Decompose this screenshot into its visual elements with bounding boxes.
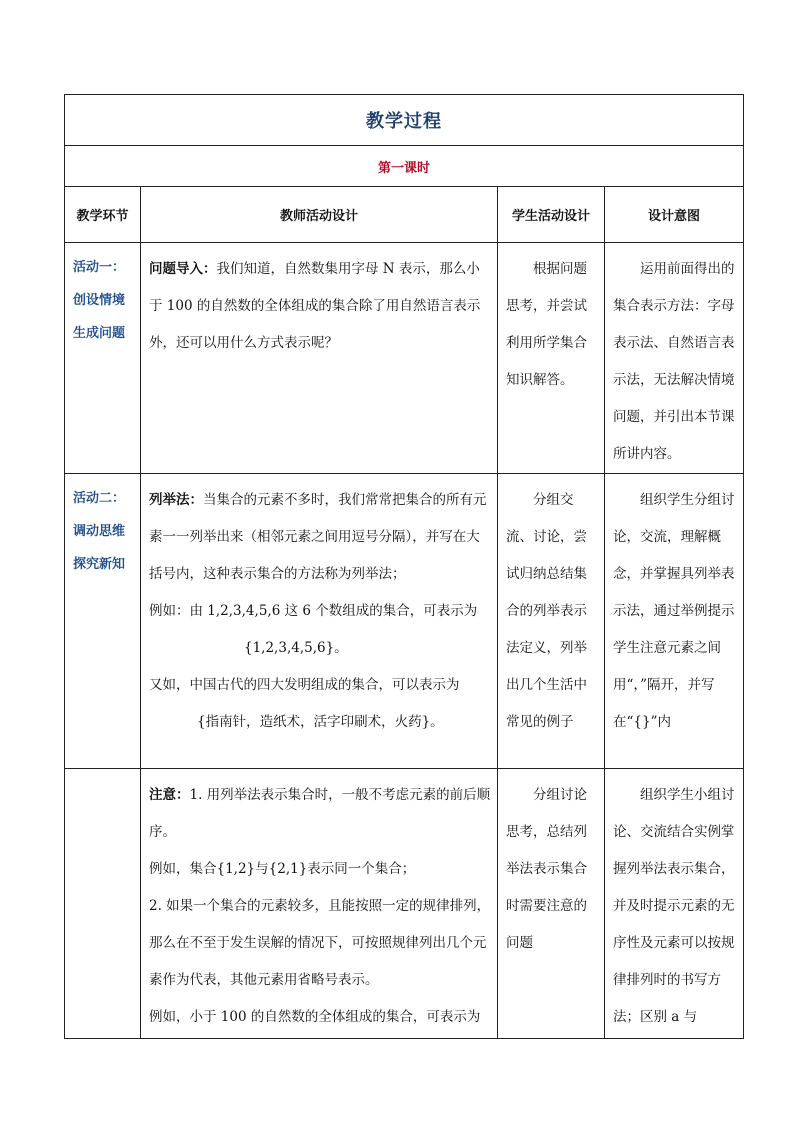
teacher-label: 列举法： bbox=[149, 492, 203, 508]
note-text: 2. 如果一个集合的元素较多，且能按照一定的规律排列，那么在不至于发生误解的情况下，可按照规律列出几个元素作为代表，其他元素用省略号表示。 bbox=[149, 898, 491, 988]
table-row bbox=[65, 243, 744, 474]
header-intent-label: 设计意图 bbox=[647, 209, 700, 224]
header-stage-label: 教学环节 bbox=[76, 209, 129, 224]
stage-line: 创设情境 bbox=[73, 293, 126, 308]
intent-cell bbox=[605, 243, 744, 474]
intent-cell bbox=[605, 474, 744, 769]
example-text: 例如，小于 100 的自然数的全体组成的集合，可表示为 bbox=[149, 1009, 481, 1025]
table-row bbox=[65, 474, 744, 769]
stage-cell bbox=[65, 243, 141, 474]
example-text: 例如，集合{1,2}与{2,1}表示同一个集合； bbox=[149, 861, 416, 877]
teacher-text: 当集合的元素不多时，我们常常把集合的所有元素一一列举出来（相邻元素之间用逗号分隔），并写在大括号内，这种表示集合的方法称为列举法； bbox=[149, 492, 487, 582]
stage-line: 探究新知 bbox=[73, 557, 126, 572]
subtitle-cell bbox=[65, 146, 744, 187]
teacher-label: 问题导入： bbox=[149, 261, 217, 277]
header-student bbox=[498, 187, 605, 243]
note-text: 1. 用列举法表示集合时，一般不考虑元素的前后顺序。 bbox=[149, 787, 491, 840]
header-teacher bbox=[141, 187, 498, 243]
intent-text: 组织学生小组讨论、交流结合实例掌握列举法表示集合，并及时提示元素的无序性及元素可以按规律排列时的书写方法；区别 a 与 bbox=[613, 787, 735, 1025]
student-text: 分组讨论思考，总结列举法表示集合时需要注意的问题 bbox=[506, 787, 587, 951]
teacher-cell bbox=[141, 769, 498, 1039]
example-set: {指南针，造纸术，活字印刷术，火药}。 bbox=[197, 714, 444, 730]
header-intent bbox=[605, 187, 744, 243]
page-title: 教学过程 bbox=[366, 111, 442, 132]
student-cell bbox=[498, 769, 605, 1039]
student-text: 分组交流、讨论，尝试归纳总结集合的列举表示法定义，列举出几个生活中常见的例子 bbox=[506, 492, 587, 730]
stage-cell bbox=[65, 769, 141, 1039]
title-cell bbox=[65, 95, 744, 146]
header-teacher-label: 教师活动设计 bbox=[279, 209, 358, 224]
example-text: 例如：由 1,2,3,4,5,6 这 6 个数组成的集合，可表示为 bbox=[149, 603, 478, 619]
stage-line: 活动二： bbox=[73, 491, 126, 506]
teacher-text: 我们知道，自然数集用字母 N 表示，那么小于 100 的自然数的全体组成的集合除了用自然语言表示外，还可以用什么方式表示呢？ bbox=[149, 261, 481, 351]
header-stage bbox=[65, 187, 141, 243]
teacher-cell bbox=[141, 474, 498, 769]
stage-line: 生成问题 bbox=[73, 326, 126, 341]
lesson-period: 第一课时 bbox=[377, 160, 430, 176]
lesson-table bbox=[64, 94, 744, 1039]
teacher-cell bbox=[141, 243, 498, 474]
example-set: {1,2,3,4,5,6}。 bbox=[244, 640, 348, 656]
stage-cell bbox=[65, 474, 141, 769]
header-student-label: 学生活动设计 bbox=[511, 209, 590, 224]
table-row bbox=[65, 769, 744, 1039]
stage-line: 调动思维 bbox=[73, 524, 126, 539]
example-text: 又如，中国古代的四大发明组成的集合，可以表示为 bbox=[149, 677, 460, 693]
stage-line: 活动一： bbox=[73, 260, 126, 275]
intent-text: 组织学生分组讨论，交流，理解概念，并掌握具列举表示法，通过举例提示学生注意元素之间用“，”隔开，并写在“{}”内 bbox=[613, 492, 735, 730]
intent-text: 运用前面得出的集合表示方法：字母表示法、自然语言表示法，无法解决情境问题，并引出本节课所讲内容。 bbox=[613, 261, 735, 462]
teacher-label: 注意： bbox=[149, 787, 190, 803]
student-cell bbox=[498, 474, 605, 769]
student-cell bbox=[498, 243, 605, 474]
intent-cell bbox=[605, 769, 744, 1039]
student-text: 根据问题思考，并尝试利用所学集合知识解答。 bbox=[506, 261, 587, 388]
